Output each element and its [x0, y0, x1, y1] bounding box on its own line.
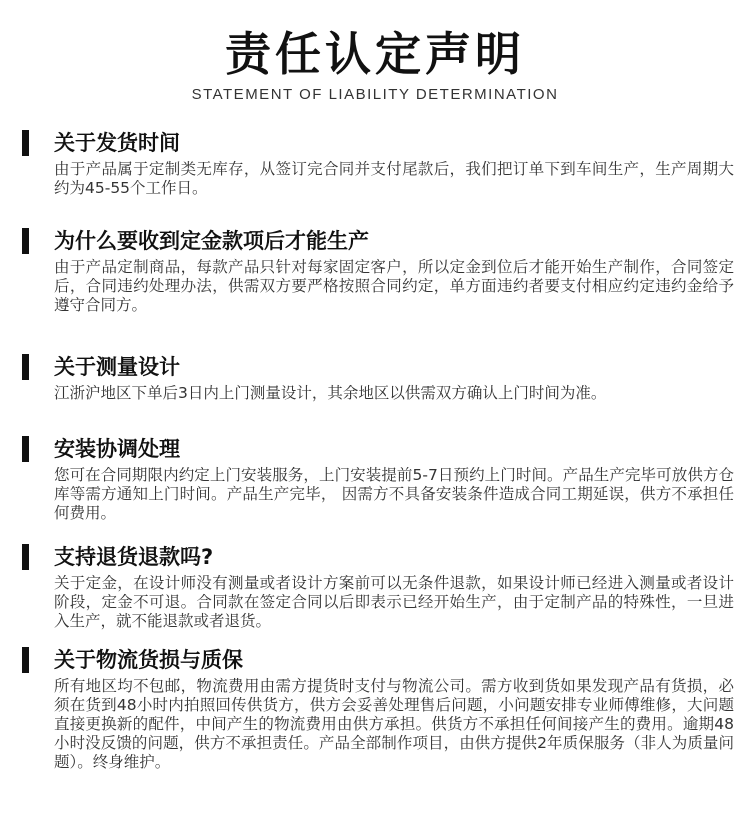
page-title: 责任认定声明 [225, 27, 525, 81]
section-heading [22, 645, 734, 675]
heading-bar-marker [22, 647, 29, 673]
section-body-text: 由于产品属于定制类无库存，从签订完合同并支付尾款后，我们把订单下到车间生产，生产周期大约为45-55个工作日。 [54, 160, 734, 197]
section-heading-text: 安装协调处理 [54, 437, 180, 461]
section-refund-policy [22, 542, 734, 631]
heading-bar-marker [22, 228, 29, 254]
section-body-text: 关于定金，在设计师没有测量或者设计方案前可以无条件退款，如果设计师已经进入测量或者设计阶段，定金不可退。合同款在签定合同以后即表示已经开始生产，由于定制产品的特殊性，一旦进入生产，就不能退款或者退货。 [54, 574, 734, 630]
section-body-text: 所有地区均不包邮，物流费用由需方提货时支付与物流公司。需方收到货如果发现产品有货损，必须在货到48小时内拍照回传供货方，供方会妥善处理售后问题，小问题安排专业师傅维修，大问题直接更换新的配件，中间产生的物流费用由供方承担。供货方不承担任何间接产生的费用。逾期48小时没反馈的问题，供方不承担责任。产品全部制作项目，由供方提供2年质保服务（非人为质量问题）。终身维护。 [54, 677, 734, 771]
section-body-text: 您可在合同期限内约定上门安装服务，上门安装提前5-7日预约上门时间。产品生产完毕可放供方仓库等需方通知上门时间。产品生产完毕， 因需方不具备安装条件造成合同工期延误，供方不承担任何费用。 [54, 466, 734, 522]
section-heading-text: 关于测量设计 [54, 355, 180, 379]
section-heading [22, 128, 734, 158]
section-deposit-before-production [22, 226, 734, 315]
heading-bar-marker [22, 354, 29, 380]
heading-bar-marker [22, 130, 29, 156]
heading-bar-marker [22, 544, 29, 570]
section-body-text: 江浙沪地区下单后3日内上门测量设计，其余地区以供需双方确认上门时间为准。 [54, 384, 607, 402]
section-logistics-warranty [22, 645, 734, 772]
section-heading [22, 226, 734, 256]
heading-bar-marker [22, 436, 29, 462]
section-installation [22, 434, 734, 523]
section-heading [22, 434, 734, 464]
section-body-text: 由于产品定制商品，每款产品只针对每家固定客户，所以定金到位后才能开始生产制作，合同签定后，合同违约处理办法，供需双方要严格按照合同约定，单方面违约者要支付相应约定违约金给予遵守合同方。 [54, 258, 734, 314]
section-heading [22, 542, 734, 572]
section-heading-text: 为什么要收到定金款项后才能生产 [54, 229, 369, 253]
section-heading [22, 352, 734, 382]
page-subtitle: STATEMENT OF LIABILITY DETERMINATION [191, 86, 559, 103]
section-shipping-time [22, 128, 734, 198]
section-measurement-design [22, 352, 734, 403]
section-heading-text: 关于发货时间 [54, 131, 180, 155]
section-heading-text: 支持退货退款吗? [54, 545, 214, 569]
section-heading-text: 关于物流货损与质保 [54, 648, 243, 672]
